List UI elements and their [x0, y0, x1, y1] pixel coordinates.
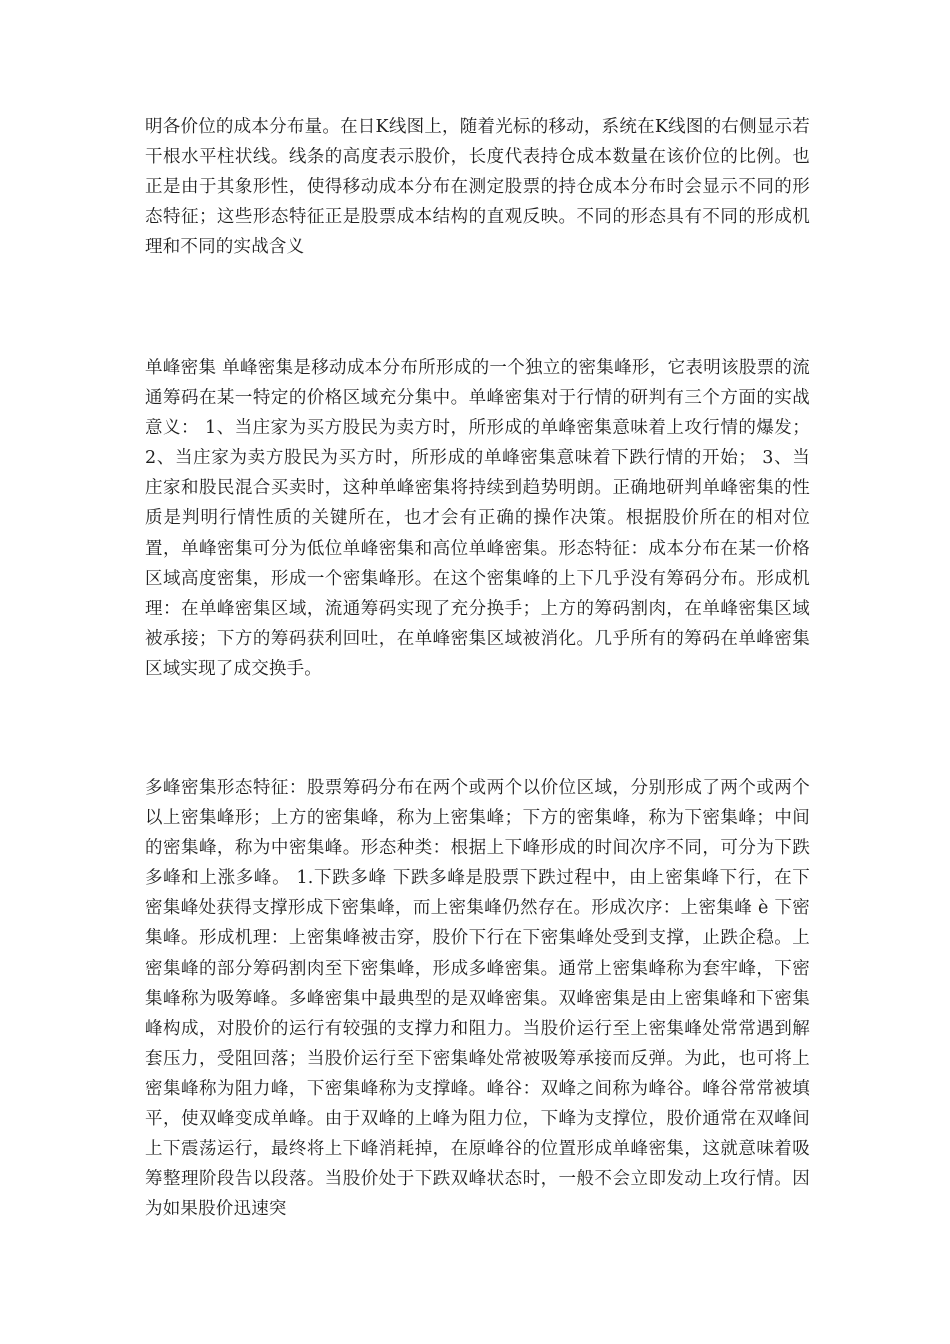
- paragraph-cost-distribution-intro: 明各价位的成本分布量。在日K线图上，随着光标的移动，系统在K线图的右侧显示若干根水平柱状线。线条的高度表示股价，长度代表持仓成本数量在该价位的比例。也正是由于其象形性，使得移动成本分布在测定股票的持仓成本分布时会显示不同的形态特征；这些形态特征正是股票成本结构的直观反映。不同的形态具有不同的形成机理和不同的实战含义: [145, 117, 810, 258]
- paragraph-single-peak-dense: 单峰密集 单峰密集是移动成本分布所形成的一个独立的密集峰形，它表明该股票的流通筹码在某一特定的价格区域充分集中。单峰密集对于行情的研判有三个方面的实战意义： 1、当庄家为买方股民为卖方时，所形成的单峰密集意味着上攻行情的爆发； 2、当庄家为卖方股民为买方时，所形成的单峰密集意味着下跌行情的开始； 3、当庄家和股民混合买卖时，这种单峰密集将持续到趋势明朗。正确地研判单峰密集的性质是判明行情性质的关键所在，也才会有正确的操作决策。根据股价所在的相对位置，单峰密集可分为低位单峰密集和高位单峰密集。形态特征：成本分布在某一价格区域高度密集，形成一个密集峰形。在这个密集峰的上下几乎没有筹码分布。形成机理：在单峰密集区域，流通筹码实现了充分换手；上方的筹码割肉，在单峰密集区域被承接；下方的筹码获利回吐，在单峰密集区域被消化。几乎所有的筹码在单峰密集区域实现了成交换手。: [145, 358, 810, 679]
- paragraph-multi-peak-dense: 多峰密集形态特征：股票筹码分布在两个或两个以价位区域，分别形成了两个或两个以上密集峰形；上方的密集峰，称为上密集峰；下方的密集峰，称为下密集峰；中间的密集峰，称为中密集峰。形态种类：根据上下峰形成的时间次序不同，可分为下跌多峰和上涨多峰。 1.下跌多峰 下跌多峰是股票下跌过程中，由上密集峰下行，在下密集峰处获得支撑形成下密集峰，而上密集峰仍然存在。形成次序：上密集峰 è 下密集峰。形成机理：上密集峰被击穿，股价下行在下密集峰处受到支撑，止跌企稳。上密集峰的部分筹码割肉至下密集峰，形成多峰密集。通常上密集峰称为套牢峰，下密集峰称为吸筹峰。多峰密集中最典型的是双峰密集。双峰密集是由上密集峰和下密集峰构成，对股价的运行有较强的支撑力和阻力。当股价运行至上密集峰处常常遇到解套压力，受阻回落；当股价运行至下密集峰处常被吸筹承接而反弹。为此，也可将上密集峰称为阻力峰，下密集峰称为支撑峰。峰谷：双峰之间称为峰谷。峰谷常常被填平，使双峰变成单峰。由于双峰的上峰为阻力位，下峰为支撑位，股价通常在双峰间上下震荡运行，最终将上下峰消耗掉，在原峰谷的位置形成单峰密集，这就意味着吸筹整理阶段告以段落。当股价处于下跌双峰状态时，一般不会立即发动上攻行情。因为如果股价迅速突: [145, 778, 810, 1220]
